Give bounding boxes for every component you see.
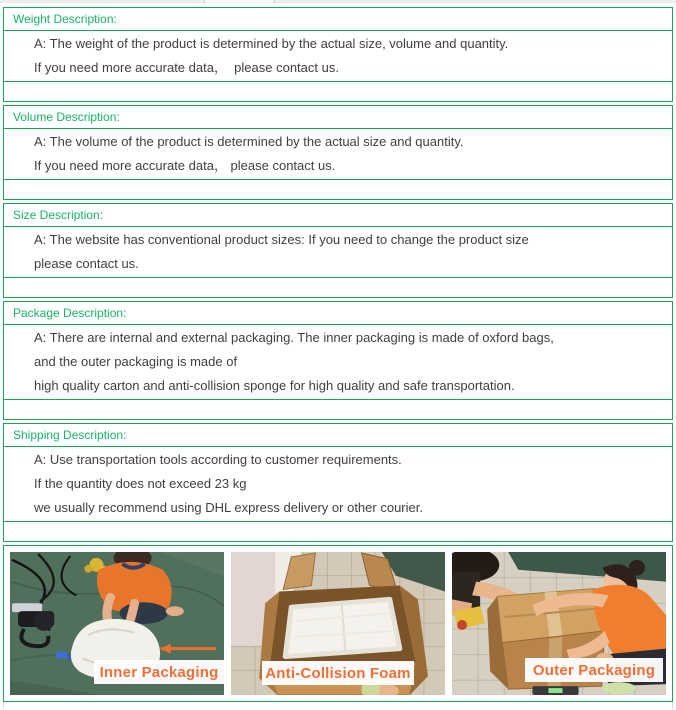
section-title: Weight Description:: [3, 7, 673, 31]
body-line: high quality carton and anti-collision sponge for high quality and safe transportation.: [34, 378, 515, 393]
section-spacer: [3, 399, 673, 420]
section-spacer: [3, 81, 673, 102]
body-line: please contact us.: [34, 256, 139, 271]
photo-label: Outer Packaging: [532, 661, 656, 679]
body-line: A: The volume of the product is determined by the actual size and quantity.: [34, 134, 464, 149]
table-edge-below: [3, 702, 673, 709]
foam-sheet: [285, 599, 400, 656]
section-spacer: [3, 179, 673, 200]
section-body: [3, 324, 673, 400]
body-line: A: The website has conventional product sizes: If you need to change the product size: [34, 232, 529, 247]
photo-label-band: [94, 660, 224, 684]
body-line: A: There are internal and external packaging. The inner packaging is made of oxford bags,: [34, 330, 554, 345]
body-line: A: Use transportation tools according to customer requirements.: [34, 452, 402, 467]
body-line: A: The weight of the product is determined by the actual size, volume and quantity.: [34, 36, 509, 51]
section-title: Shipping Description:: [3, 423, 673, 447]
section-spacer: [3, 521, 673, 542]
outer-packaging-photo: [452, 552, 666, 695]
photo-label: Inner Packaging: [99, 663, 219, 681]
section-body: [3, 30, 673, 82]
cell-divider: [204, 0, 205, 4]
section-body: [3, 446, 673, 522]
table-edge-notch: [205, 0, 273, 3]
section-size: [3, 203, 673, 298]
section-body: [3, 128, 673, 180]
photo-label-band: [262, 661, 414, 685]
body-line: we usually recommend using DHL express delivery or other courier.: [34, 500, 423, 515]
section-shipping: [3, 423, 673, 542]
section-spacer: [3, 277, 673, 298]
photo-label-band: [525, 658, 663, 682]
inner-packaging-photo: [10, 552, 224, 695]
packaging-photo-gallery: [3, 545, 673, 702]
cell-divider: [274, 0, 275, 4]
section-title: Package Description:: [3, 301, 673, 325]
section-volume: [3, 105, 673, 200]
body-line: and the outer packaging is made of: [34, 354, 238, 369]
body-line: If you need more accurate data， please contact us.: [34, 158, 336, 173]
anti-collision-foam-photo: [231, 552, 445, 695]
section-body: [3, 226, 673, 278]
body-line: If the quantity does not exceed 23 kg: [34, 476, 247, 491]
section-title: Volume Description:: [3, 105, 673, 129]
body-line: If you need more accurate data， please contact us.: [34, 60, 339, 75]
floor-scale: [532, 686, 578, 695]
section-title: Size Description:: [3, 203, 673, 227]
section-package: [3, 301, 673, 420]
photo-label: Anti-Collision Foam: [265, 664, 411, 682]
description-sections: [3, 7, 673, 542]
section-weight: [3, 7, 673, 102]
table-edge-above: [0, 0, 676, 3]
